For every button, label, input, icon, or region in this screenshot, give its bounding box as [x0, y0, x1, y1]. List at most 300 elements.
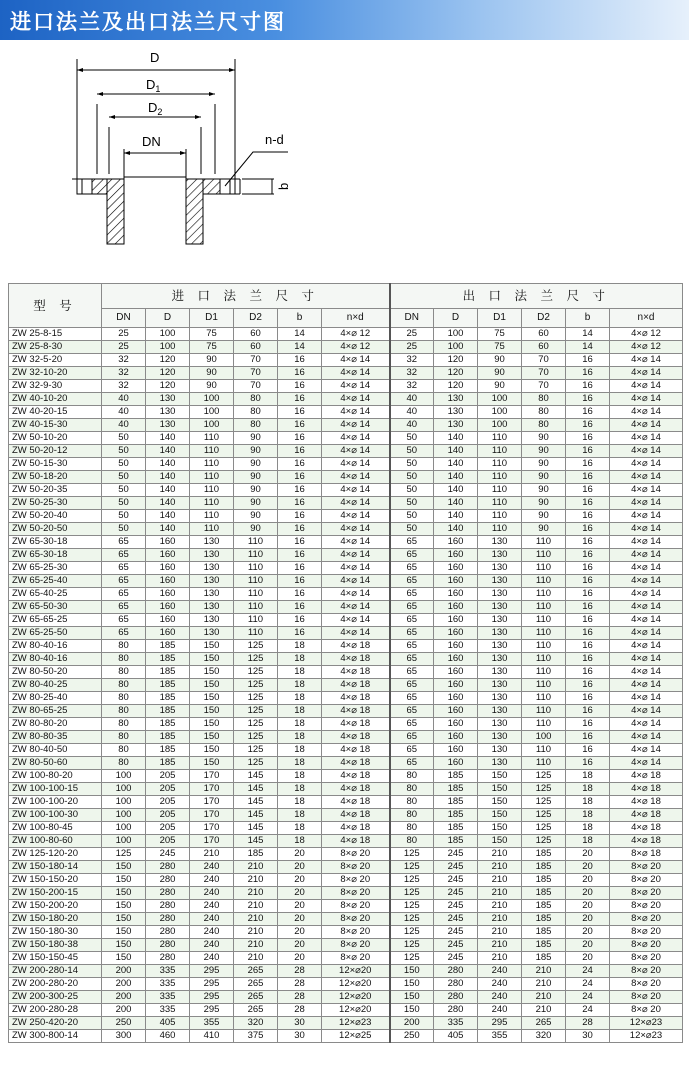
table-cell: 160	[434, 549, 478, 562]
table-cell: 80	[234, 406, 278, 419]
table-row	[9, 380, 683, 393]
table-cell: 80	[102, 731, 146, 744]
table-cell: 110	[234, 614, 278, 627]
table-cell: 150	[102, 952, 146, 965]
table-cell: 210	[522, 991, 566, 1004]
table-cell: 65	[102, 536, 146, 549]
table-cell: 4×⌀ 18	[322, 809, 390, 822]
table-cell: 130	[190, 575, 234, 588]
table-cell: 150	[478, 783, 522, 796]
table-cell: 32	[390, 367, 434, 380]
table-cell: 90	[522, 432, 566, 445]
table-cell: 240	[478, 965, 522, 978]
table-cell: 18	[278, 705, 322, 718]
table-cell: 90	[234, 497, 278, 510]
table-cell: 145	[234, 809, 278, 822]
table-row	[9, 822, 683, 835]
table-cell: 240	[190, 900, 234, 913]
table-cell: 150	[190, 640, 234, 653]
table-row	[9, 900, 683, 913]
table-cell: 145	[234, 835, 278, 848]
table-cell: 20	[566, 887, 610, 900]
table-row	[9, 861, 683, 874]
model-cell: ZW 150-180-20	[9, 913, 102, 926]
table-cell: 110	[190, 445, 234, 458]
table-cell: 20	[278, 848, 322, 861]
table-cell: 110	[522, 679, 566, 692]
table-cell: 16	[278, 549, 322, 562]
model-cell: ZW 80-65-25	[9, 705, 102, 718]
table-cell: 8×⌀ 20	[322, 874, 390, 887]
table-cell: 4×⌀ 18	[322, 796, 390, 809]
table-cell: 8×⌀ 20	[322, 887, 390, 900]
table-cell: 335	[146, 978, 190, 991]
label-D2: $D_2$	[148, 100, 163, 117]
table-cell: 90	[234, 432, 278, 445]
table-cell: 18	[278, 653, 322, 666]
table-cell: 90	[190, 380, 234, 393]
table-row	[9, 1004, 683, 1017]
table-cell: 8×⌀ 20	[610, 991, 683, 1004]
table-cell: 125	[390, 952, 434, 965]
table-cell: 8×⌀ 20	[610, 874, 683, 887]
table-cell: 4×⌀ 14	[322, 367, 390, 380]
table-cell: 4×⌀ 14	[610, 406, 683, 419]
table-cell: 160	[434, 718, 478, 731]
table-cell: 130	[478, 679, 522, 692]
table-cell: 125	[390, 848, 434, 861]
table-row	[9, 718, 683, 731]
table-cell: 140	[146, 445, 190, 458]
model-header: 型 号	[9, 284, 102, 328]
table-cell: 110	[478, 510, 522, 523]
table-cell: 200	[390, 1017, 434, 1030]
table-cell: 110	[522, 757, 566, 770]
col-header: D2	[234, 309, 278, 328]
table-cell: 50	[102, 458, 146, 471]
table-cell: 40	[390, 406, 434, 419]
table-cell: 110	[522, 705, 566, 718]
table-cell: 150	[190, 666, 234, 679]
model-cell: ZW 50-20-40	[9, 510, 102, 523]
table-cell: 20	[566, 952, 610, 965]
table-cell: 16	[278, 497, 322, 510]
table-cell: 32	[102, 380, 146, 393]
table-cell: 140	[434, 458, 478, 471]
table-cell: 205	[146, 809, 190, 822]
table-cell: 125	[390, 913, 434, 926]
table-cell: 185	[146, 744, 190, 757]
model-cell: ZW 80-40-50	[9, 744, 102, 757]
table-cell: 110	[234, 588, 278, 601]
table-cell: 240	[190, 926, 234, 939]
table-cell: 265	[234, 991, 278, 1004]
table-cell: 150	[390, 991, 434, 1004]
table-cell: 130	[478, 588, 522, 601]
table-cell: 160	[434, 705, 478, 718]
table-row	[9, 1030, 683, 1043]
table-cell: 18	[278, 744, 322, 757]
table-cell: 250	[102, 1017, 146, 1030]
table-cell: 4×⌀ 12	[322, 328, 390, 341]
table-cell: 110	[234, 575, 278, 588]
table-cell: 130	[478, 562, 522, 575]
table-cell: 100	[146, 341, 190, 354]
table-cell: 16	[566, 445, 610, 458]
table-row	[9, 445, 683, 458]
model-cell: ZW 50-10-20	[9, 432, 102, 445]
table-cell: 185	[434, 809, 478, 822]
table-cell: 110	[522, 536, 566, 549]
table-cell: 75	[190, 341, 234, 354]
table-cell: 185	[146, 757, 190, 770]
table-cell: 130	[478, 575, 522, 588]
table-cell: 4×⌀ 14	[610, 588, 683, 601]
table-row	[9, 731, 683, 744]
table-cell: 4×⌀ 14	[610, 601, 683, 614]
table-cell: 4×⌀ 14	[610, 497, 683, 510]
table-cell: 4×⌀ 18	[322, 822, 390, 835]
table-cell: 4×⌀ 18	[322, 640, 390, 653]
table-cell: 210	[478, 900, 522, 913]
table-row	[9, 679, 683, 692]
table-cell: 4×⌀ 14	[322, 406, 390, 419]
table-cell: 90	[234, 445, 278, 458]
table-cell: 65	[102, 614, 146, 627]
table-cell: 65	[390, 562, 434, 575]
table-cell: 16	[278, 562, 322, 575]
table-row	[9, 588, 683, 601]
table-cell: 130	[478, 666, 522, 679]
table-cell: 145	[234, 770, 278, 783]
table-cell: 110	[522, 718, 566, 731]
table-row	[9, 419, 683, 432]
model-cell: ZW 200-280-20	[9, 978, 102, 991]
table-cell: 90	[522, 484, 566, 497]
table-cell: 4×⌀ 14	[322, 510, 390, 523]
model-cell: ZW 80-80-20	[9, 718, 102, 731]
table-cell: 4×⌀ 14	[610, 432, 683, 445]
table-cell: 8×⌀ 20	[610, 913, 683, 926]
table-cell: 280	[146, 887, 190, 900]
table-row	[9, 575, 683, 588]
table-cell: 150	[478, 822, 522, 835]
model-cell: ZW 300-800-14	[9, 1030, 102, 1043]
table-cell: 8×⌀ 20	[322, 861, 390, 874]
table-cell: 150	[478, 809, 522, 822]
table-cell: 160	[146, 588, 190, 601]
table-cell: 110	[522, 653, 566, 666]
table-cell: 210	[234, 926, 278, 939]
table-cell: 16	[278, 601, 322, 614]
table-row	[9, 926, 683, 939]
table-cell: 130	[190, 588, 234, 601]
table-cell: 20	[566, 861, 610, 874]
table-cell: 280	[434, 978, 478, 991]
table-cell: 205	[146, 796, 190, 809]
table-cell: 210	[234, 861, 278, 874]
table-cell: 100	[478, 406, 522, 419]
table-cell: 18	[278, 835, 322, 848]
table-cell: 4×⌀ 14	[610, 575, 683, 588]
table-cell: 125	[234, 757, 278, 770]
table-cell: 185	[522, 874, 566, 887]
table-cell: 4×⌀ 14	[610, 692, 683, 705]
table-cell: 16	[566, 354, 610, 367]
model-cell: ZW 200-280-28	[9, 1004, 102, 1017]
table-cell: 120	[146, 354, 190, 367]
table-cell: 65	[390, 653, 434, 666]
model-cell: ZW 32-9-30	[9, 380, 102, 393]
table-cell: 50	[102, 510, 146, 523]
table-cell: 90	[234, 523, 278, 536]
table-cell: 185	[434, 770, 478, 783]
model-cell: ZW 40-10-20	[9, 393, 102, 406]
table-cell: 18	[566, 835, 610, 848]
table-cell: 16	[566, 601, 610, 614]
table-row	[9, 341, 683, 354]
table-cell: 4×⌀ 14	[322, 614, 390, 627]
table-cell: 210	[478, 952, 522, 965]
table-cell: 160	[146, 575, 190, 588]
table-cell: 8×⌀ 20	[610, 939, 683, 952]
model-cell: ZW 65-40-25	[9, 588, 102, 601]
table-cell: 130	[478, 653, 522, 666]
table-cell: 150	[102, 913, 146, 926]
table-cell: 4×⌀ 14	[322, 575, 390, 588]
table-cell: 80	[390, 835, 434, 848]
table-cell: 30	[566, 1030, 610, 1043]
table-cell: 185	[146, 666, 190, 679]
table-cell: 110	[522, 614, 566, 627]
table-row	[9, 562, 683, 575]
table-cell: 170	[190, 783, 234, 796]
table-cell: 125	[234, 744, 278, 757]
table-cell: 16	[278, 419, 322, 432]
table-cell: 160	[434, 679, 478, 692]
table-cell: 160	[434, 588, 478, 601]
table-cell: 80	[390, 783, 434, 796]
table-cell: 300	[102, 1030, 146, 1043]
table-cell: 150	[102, 861, 146, 874]
table-cell: 295	[190, 965, 234, 978]
model-cell: ZW 50-18-20	[9, 471, 102, 484]
table-cell: 245	[434, 861, 478, 874]
table-row	[9, 939, 683, 952]
table-cell: 70	[234, 354, 278, 367]
table-cell: 100	[190, 393, 234, 406]
table-cell: 245	[434, 913, 478, 926]
table-cell: 32	[390, 380, 434, 393]
table-cell: 125	[102, 848, 146, 861]
table-cell: 80	[102, 744, 146, 757]
table-cell: 65	[390, 692, 434, 705]
table-cell: 245	[434, 926, 478, 939]
table-cell: 150	[190, 692, 234, 705]
table-cell: 4×⌀ 14	[322, 471, 390, 484]
table-cell: 16	[278, 575, 322, 588]
table-cell: 16	[566, 588, 610, 601]
table-cell: 110	[522, 627, 566, 640]
table-cell: 70	[234, 380, 278, 393]
table-cell: 16	[278, 471, 322, 484]
table-row	[9, 965, 683, 978]
table-cell: 185	[146, 731, 190, 744]
table-cell: 335	[146, 991, 190, 1004]
col-header: b	[566, 309, 610, 328]
table-cell: 130	[434, 419, 478, 432]
table-cell: 16	[278, 393, 322, 406]
table-cell: 4×⌀ 12	[610, 328, 683, 341]
table-row	[9, 406, 683, 419]
table-cell: 65	[390, 705, 434, 718]
table-cell: 65	[102, 588, 146, 601]
table-cell: 18	[278, 640, 322, 653]
table-cell: 150	[102, 887, 146, 900]
table-cell: 80	[102, 692, 146, 705]
model-cell: ZW 200-300-25	[9, 991, 102, 1004]
table-cell: 4×⌀ 14	[322, 354, 390, 367]
table-cell: 130	[478, 601, 522, 614]
table-cell: 170	[190, 835, 234, 848]
table-cell: 16	[278, 627, 322, 640]
table-cell: 110	[190, 458, 234, 471]
table-cell: 20	[278, 887, 322, 900]
label-DN: DN	[142, 134, 161, 149]
table-cell: 65	[390, 666, 434, 679]
table-cell: 12×⌀23	[610, 1017, 683, 1030]
table-cell: 240	[478, 991, 522, 1004]
table-cell: 110	[478, 445, 522, 458]
model-cell: ZW 80-40-16	[9, 653, 102, 666]
table-cell: 210	[234, 913, 278, 926]
table-cell: 4×⌀ 14	[610, 393, 683, 406]
table-cell: 125	[234, 705, 278, 718]
table-cell: 18	[278, 757, 322, 770]
table-cell: 28	[566, 1017, 610, 1030]
table-cell: 16	[566, 380, 610, 393]
table-cell: 18	[278, 666, 322, 679]
table-cell: 8×⌀ 20	[322, 939, 390, 952]
table-cell: 12×⌀20	[322, 991, 390, 1004]
table-cell: 405	[146, 1017, 190, 1030]
table-cell: 16	[566, 614, 610, 627]
table-cell: 280	[434, 1004, 478, 1017]
table-cell: 80	[522, 419, 566, 432]
table-cell: 18	[566, 783, 610, 796]
table-cell: 150	[190, 744, 234, 757]
table-cell: 100	[522, 731, 566, 744]
table-cell: 160	[146, 601, 190, 614]
model-cell: ZW 32-10-20	[9, 367, 102, 380]
table-cell: 140	[434, 445, 478, 458]
table-cell: 160	[146, 549, 190, 562]
table-cell: 335	[434, 1017, 478, 1030]
table-cell: 130	[478, 627, 522, 640]
table-cell: 16	[566, 562, 610, 575]
model-cell: ZW 25-8-15	[9, 328, 102, 341]
table-cell: 110	[522, 549, 566, 562]
table-cell: 110	[522, 562, 566, 575]
table-cell: 110	[190, 510, 234, 523]
table-cell: 150	[390, 978, 434, 991]
table-cell: 65	[390, 640, 434, 653]
table-cell: 210	[522, 1004, 566, 1017]
table-cell: 4×⌀ 14	[610, 627, 683, 640]
table-cell: 4×⌀ 18	[322, 705, 390, 718]
table-cell: 130	[190, 627, 234, 640]
table-cell: 295	[190, 1004, 234, 1017]
table-cell: 4×⌀ 14	[322, 419, 390, 432]
table-cell: 110	[190, 432, 234, 445]
table-cell: 4×⌀ 18	[610, 770, 683, 783]
table-cell: 4×⌀ 14	[322, 458, 390, 471]
table-cell: 4×⌀ 18	[322, 783, 390, 796]
table-cell: 80	[234, 393, 278, 406]
table-row	[9, 952, 683, 965]
table-cell: 50	[390, 523, 434, 536]
model-cell: ZW 80-40-16	[9, 640, 102, 653]
table-row	[9, 770, 683, 783]
col-header: D1	[478, 309, 522, 328]
model-cell: ZW 50-15-30	[9, 458, 102, 471]
model-cell: ZW 100-100-20	[9, 796, 102, 809]
table-cell: 25	[102, 328, 146, 341]
table-cell: 8×⌀ 20	[610, 861, 683, 874]
table-cell: 65	[102, 575, 146, 588]
table-cell: 16	[566, 640, 610, 653]
table-cell: 80	[102, 679, 146, 692]
table-cell: 4×⌀ 14	[610, 653, 683, 666]
model-cell: ZW 50-20-50	[9, 523, 102, 536]
table-cell: 4×⌀ 14	[610, 705, 683, 718]
table-cell: 120	[434, 367, 478, 380]
table-row	[9, 692, 683, 705]
table-cell: 130	[478, 536, 522, 549]
table-cell: 210	[478, 874, 522, 887]
table-cell: 20	[566, 848, 610, 861]
table-cell: 16	[278, 406, 322, 419]
table-cell: 185	[522, 926, 566, 939]
table-cell: 16	[278, 458, 322, 471]
label-D1: $D_1$	[146, 77, 161, 94]
table-cell: 150	[102, 939, 146, 952]
table-cell: 100	[146, 328, 190, 341]
table-cell: 16	[566, 744, 610, 757]
table-cell: 4×⌀ 14	[610, 419, 683, 432]
table-cell: 4×⌀ 14	[610, 523, 683, 536]
table-cell: 12×⌀20	[322, 978, 390, 991]
table-cell: 65	[102, 549, 146, 562]
table-cell: 125	[390, 926, 434, 939]
table-cell: 160	[146, 627, 190, 640]
table-cell: 210	[234, 900, 278, 913]
table-cell: 280	[146, 874, 190, 887]
table-cell: 110	[478, 458, 522, 471]
title-bar	[0, 0, 689, 40]
table-cell: 32	[102, 367, 146, 380]
table-cell: 160	[146, 614, 190, 627]
model-cell: ZW 80-25-40	[9, 692, 102, 705]
table-cell: 150	[190, 653, 234, 666]
table-row	[9, 328, 683, 341]
table-cell: 150	[390, 1004, 434, 1017]
table-cell: 12×⌀23	[322, 1017, 390, 1030]
table-cell: 4×⌀ 18	[322, 666, 390, 679]
table-cell: 16	[566, 692, 610, 705]
table-cell: 50	[390, 432, 434, 445]
table-cell: 4×⌀ 18	[322, 835, 390, 848]
